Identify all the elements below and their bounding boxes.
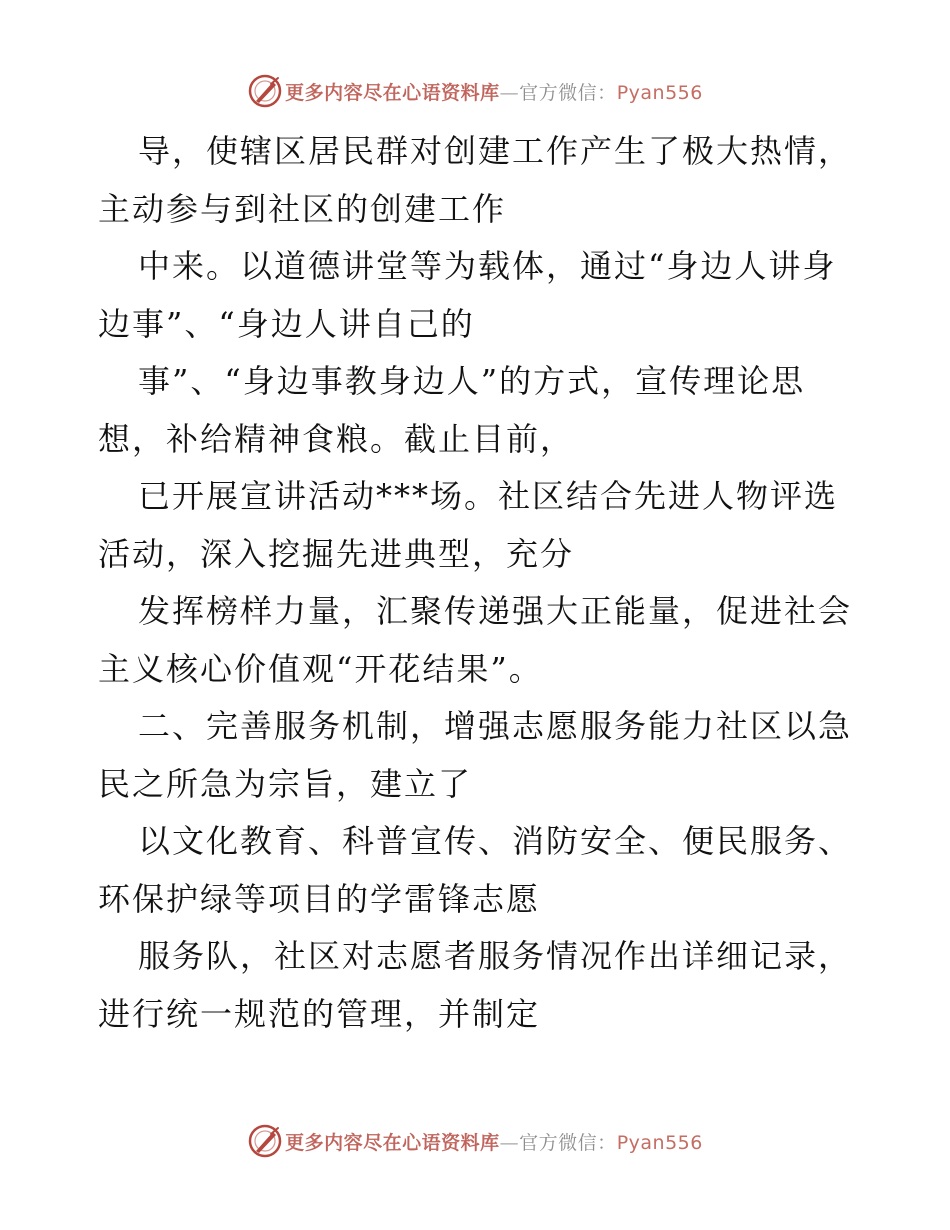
text-line: 民之所急为宗旨，建立了 [98, 764, 473, 803]
banner-wechat-label: 官方微信： [519, 1131, 617, 1154]
banner-separator: — [499, 1131, 520, 1154]
text-line: 边事”、“身边人讲自己的 [98, 304, 475, 343]
text-line: 中来。以道德讲堂等为载体，通过“身边人讲身 [138, 247, 837, 285]
page-footer-banner [0, 1121, 950, 1161]
text-line: 环保护绿等项目的学雷锋志愿 [98, 879, 541, 918]
banner-wechat-id: Pyan556 [616, 81, 703, 104]
banner-wechat-id: Pyan556 [616, 1131, 703, 1154]
banner-separator: — [499, 81, 520, 104]
text-line: 已开展宣讲活动***场。社区结合先进人物评选 [138, 477, 839, 515]
text-line: 发挥榜样力量，汇聚传递强大正能量，促进社会 [138, 592, 853, 630]
banner-text [285, 78, 703, 105]
text-line: 导，使辖区居民群对创建工作产生了极大热情， [138, 132, 853, 170]
text-line: 二、完善服务机制，增强志愿服务能力社区以急 [138, 707, 853, 745]
banner-wechat-label: 官方微信： [519, 81, 617, 104]
quill-logo-icon [247, 1123, 283, 1159]
text-line: 主义核心价值观“开花结果”。 [98, 649, 543, 688]
text-line: 以文化教育、科普宣传、消防安全、便民服务、 [138, 822, 853, 860]
document-body [98, 123, 868, 1043]
quill-logo-icon [247, 73, 283, 109]
text-line: 进行统一规范的管理，并制定 [98, 994, 541, 1033]
banner-text [285, 1128, 703, 1155]
text-line: 事”、“身边事教身边人”的方式，宣传理论思 [138, 362, 806, 400]
text-line: 服务队，社区对志愿者服务情况作出详细记录， [138, 937, 853, 975]
page-header-banner [0, 71, 950, 111]
text-line: 活动，深入挖掘先进典型，充分 [98, 534, 575, 573]
banner-brand: 更多内容尽在心语资料库 [285, 81, 500, 104]
banner-brand: 更多内容尽在心语资料库 [285, 1131, 500, 1154]
text-line: 想，补给精神食粮。截止目前， [98, 419, 575, 458]
text-line: 主动参与到社区的创建工作 [98, 189, 507, 228]
